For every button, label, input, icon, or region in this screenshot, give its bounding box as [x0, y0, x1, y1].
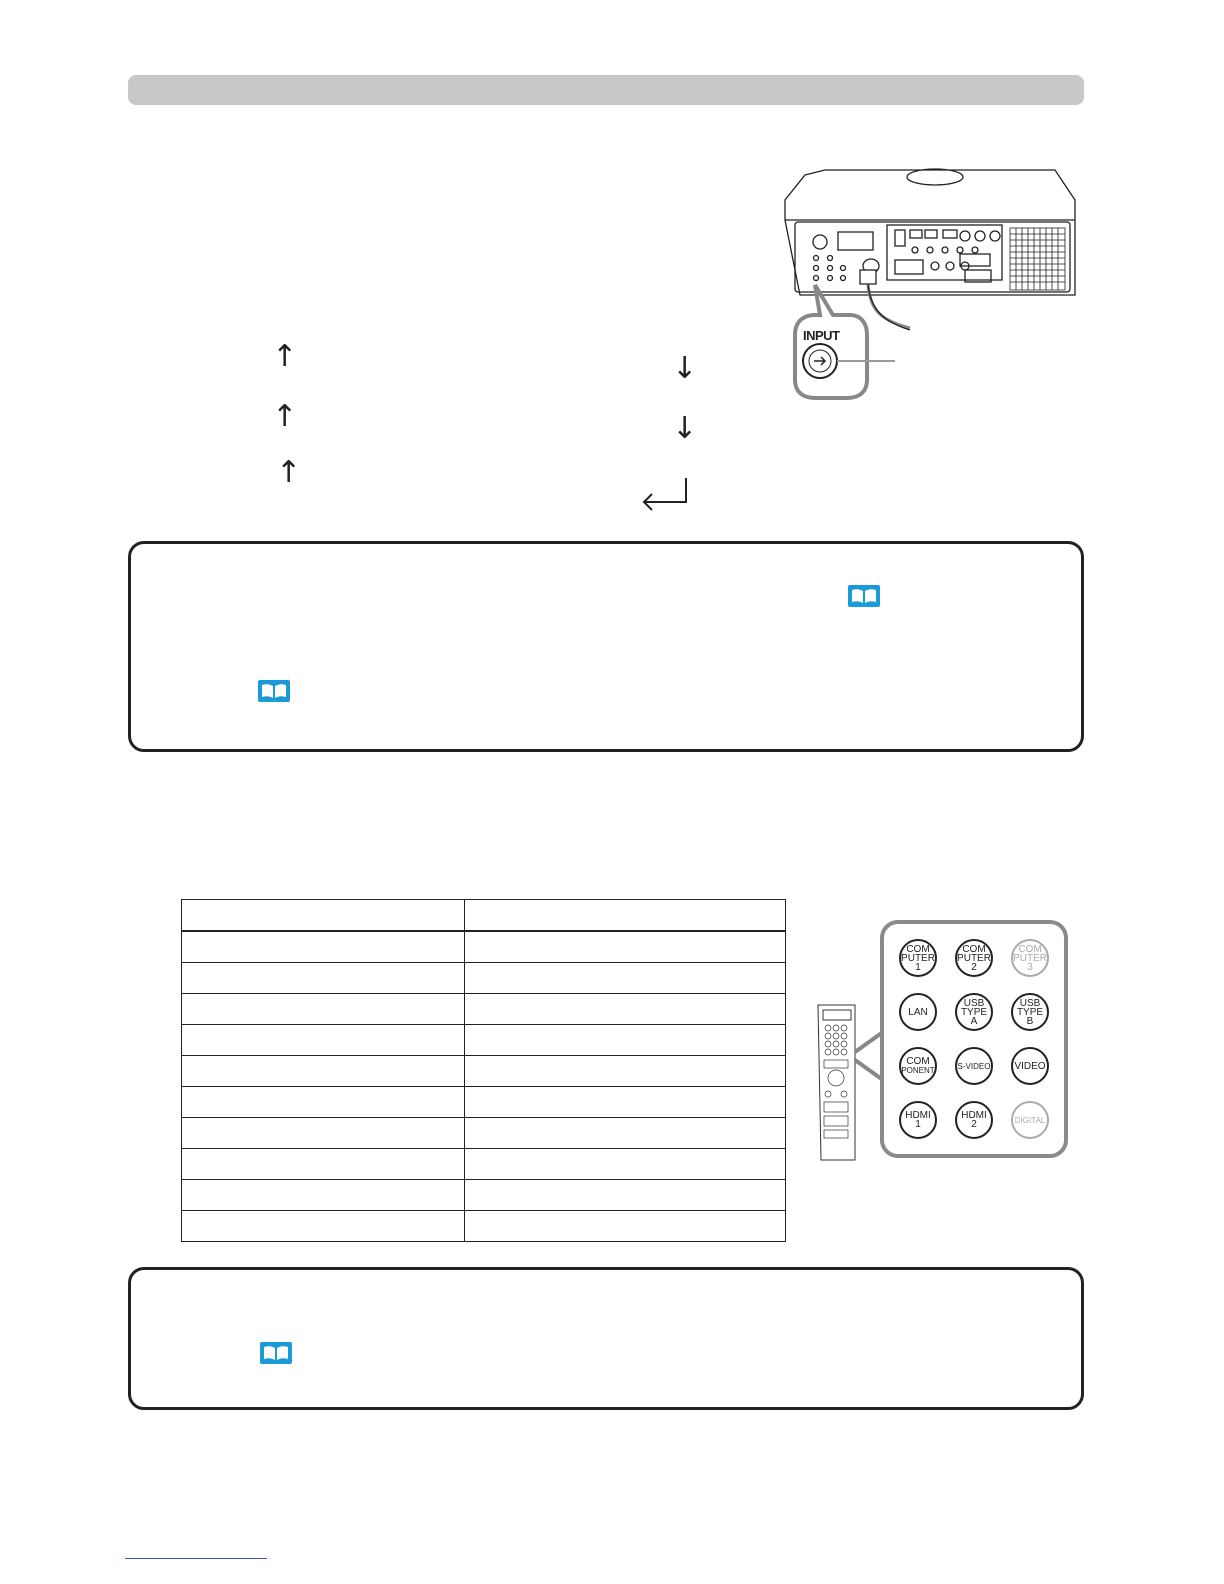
remote-source-button[interactable] [955, 1101, 993, 1139]
input-label: INPUT [803, 328, 840, 343]
remote-button-label: 2 [971, 961, 977, 973]
remote-button-label: COM [962, 943, 986, 955]
table-header-cell [465, 900, 786, 932]
projector-illustration [775, 160, 1095, 405]
remote-source-button[interactable] [899, 993, 937, 1031]
book-icon[interactable] [848, 585, 880, 607]
table-cell [465, 1180, 786, 1211]
remote-source-button[interactable] [899, 1101, 937, 1139]
remote-button-label: 1 [915, 1119, 921, 1130]
remote-button-label: HDMI [961, 1110, 987, 1121]
table-header-cell [182, 900, 465, 932]
remote-button-label: VIDEO [1014, 1060, 1046, 1072]
remote-button-label: USB [1019, 997, 1041, 1009]
remote-button-label: 1 [915, 961, 921, 973]
table-cell [182, 1180, 465, 1211]
table-cell [182, 1056, 465, 1087]
table-cell [465, 1118, 786, 1149]
table-cell [465, 1149, 786, 1180]
table-header-row [182, 900, 786, 932]
table-cell [182, 994, 465, 1025]
table-row [182, 931, 786, 963]
remote-source-button[interactable] [1011, 993, 1049, 1031]
table-cell [465, 994, 786, 1025]
table-cell [182, 1149, 465, 1180]
input-source-table [181, 899, 786, 1242]
remote-source-button[interactable] [1011, 939, 1049, 977]
arrow-down-icon: ↓ [672, 351, 698, 386]
remote-button-label: HDMI [905, 1110, 931, 1121]
remote-button-label: USB [963, 997, 985, 1009]
remote-button-label: TYPE [960, 1006, 988, 1018]
book-icon[interactable] [258, 680, 290, 702]
remote-source-button[interactable] [1011, 1101, 1049, 1139]
arrow-up-icon: ↑ [272, 399, 298, 434]
remote-button-label: TYPE [1016, 1006, 1044, 1018]
table-row [182, 963, 786, 994]
remote-button-label: PUTER [1013, 952, 1047, 964]
remote-source-button[interactable] [955, 939, 993, 977]
section-header-bar [128, 75, 1084, 105]
table-cell [182, 1211, 465, 1242]
note-box-2 [128, 1267, 1084, 1410]
remote-source-button[interactable] [955, 993, 993, 1031]
table-cell [465, 931, 786, 963]
remote-control-illustration [815, 1002, 885, 1164]
remote-button-label: S-VIDEO [957, 1061, 991, 1071]
table-cell [465, 1087, 786, 1118]
book-icon[interactable] [260, 1342, 292, 1364]
remote-button-label: A [970, 1015, 978, 1027]
remote-button-label: COM [906, 943, 930, 955]
table-row [182, 1211, 786, 1242]
table-cell [182, 963, 465, 994]
return-arrow-icon [640, 476, 692, 512]
table-row [182, 1180, 786, 1211]
table-cell [465, 1211, 786, 1242]
remote-source-button[interactable] [899, 1047, 937, 1085]
note-box-1 [128, 541, 1084, 752]
table-cell [465, 963, 786, 994]
table-cell [465, 1025, 786, 1056]
table-cell [465, 1056, 786, 1087]
remote-source-button[interactable] [899, 939, 937, 977]
table-row [182, 1025, 786, 1056]
table-row [182, 1149, 786, 1180]
table-row [182, 994, 786, 1025]
arrow-up-icon: ↑ [276, 455, 302, 490]
remote-button-label: COM [906, 1056, 930, 1067]
table-cell [182, 1025, 465, 1056]
table-cell [182, 931, 465, 963]
arrow-down-icon: ↓ [672, 411, 698, 446]
remote-button-label: DIGITAL [1014, 1115, 1046, 1125]
remote-button-label: 2 [971, 1119, 977, 1130]
table-row [182, 1118, 786, 1149]
remote-button-label: PUTER [957, 952, 991, 964]
remote-button-label: COM [1018, 943, 1042, 955]
table-cell [182, 1118, 465, 1149]
remote-button-label: PUTER [901, 952, 935, 964]
footer-link[interactable] [125, 1558, 267, 1559]
remote-button-label: B [1026, 1015, 1034, 1027]
table-row [182, 1087, 786, 1118]
remote-button-label: PONENT [901, 1066, 935, 1075]
arrow-up-icon: ↑ [272, 339, 298, 374]
remote-button-label: 3 [1027, 961, 1033, 973]
table-cell [182, 1087, 465, 1118]
remote-source-button[interactable] [955, 1047, 993, 1085]
remote-button-label: LAN [908, 1006, 928, 1018]
table-row [182, 1056, 786, 1087]
remote-source-button[interactable] [1011, 1047, 1049, 1085]
remote-button-grid [890, 938, 1060, 1148]
